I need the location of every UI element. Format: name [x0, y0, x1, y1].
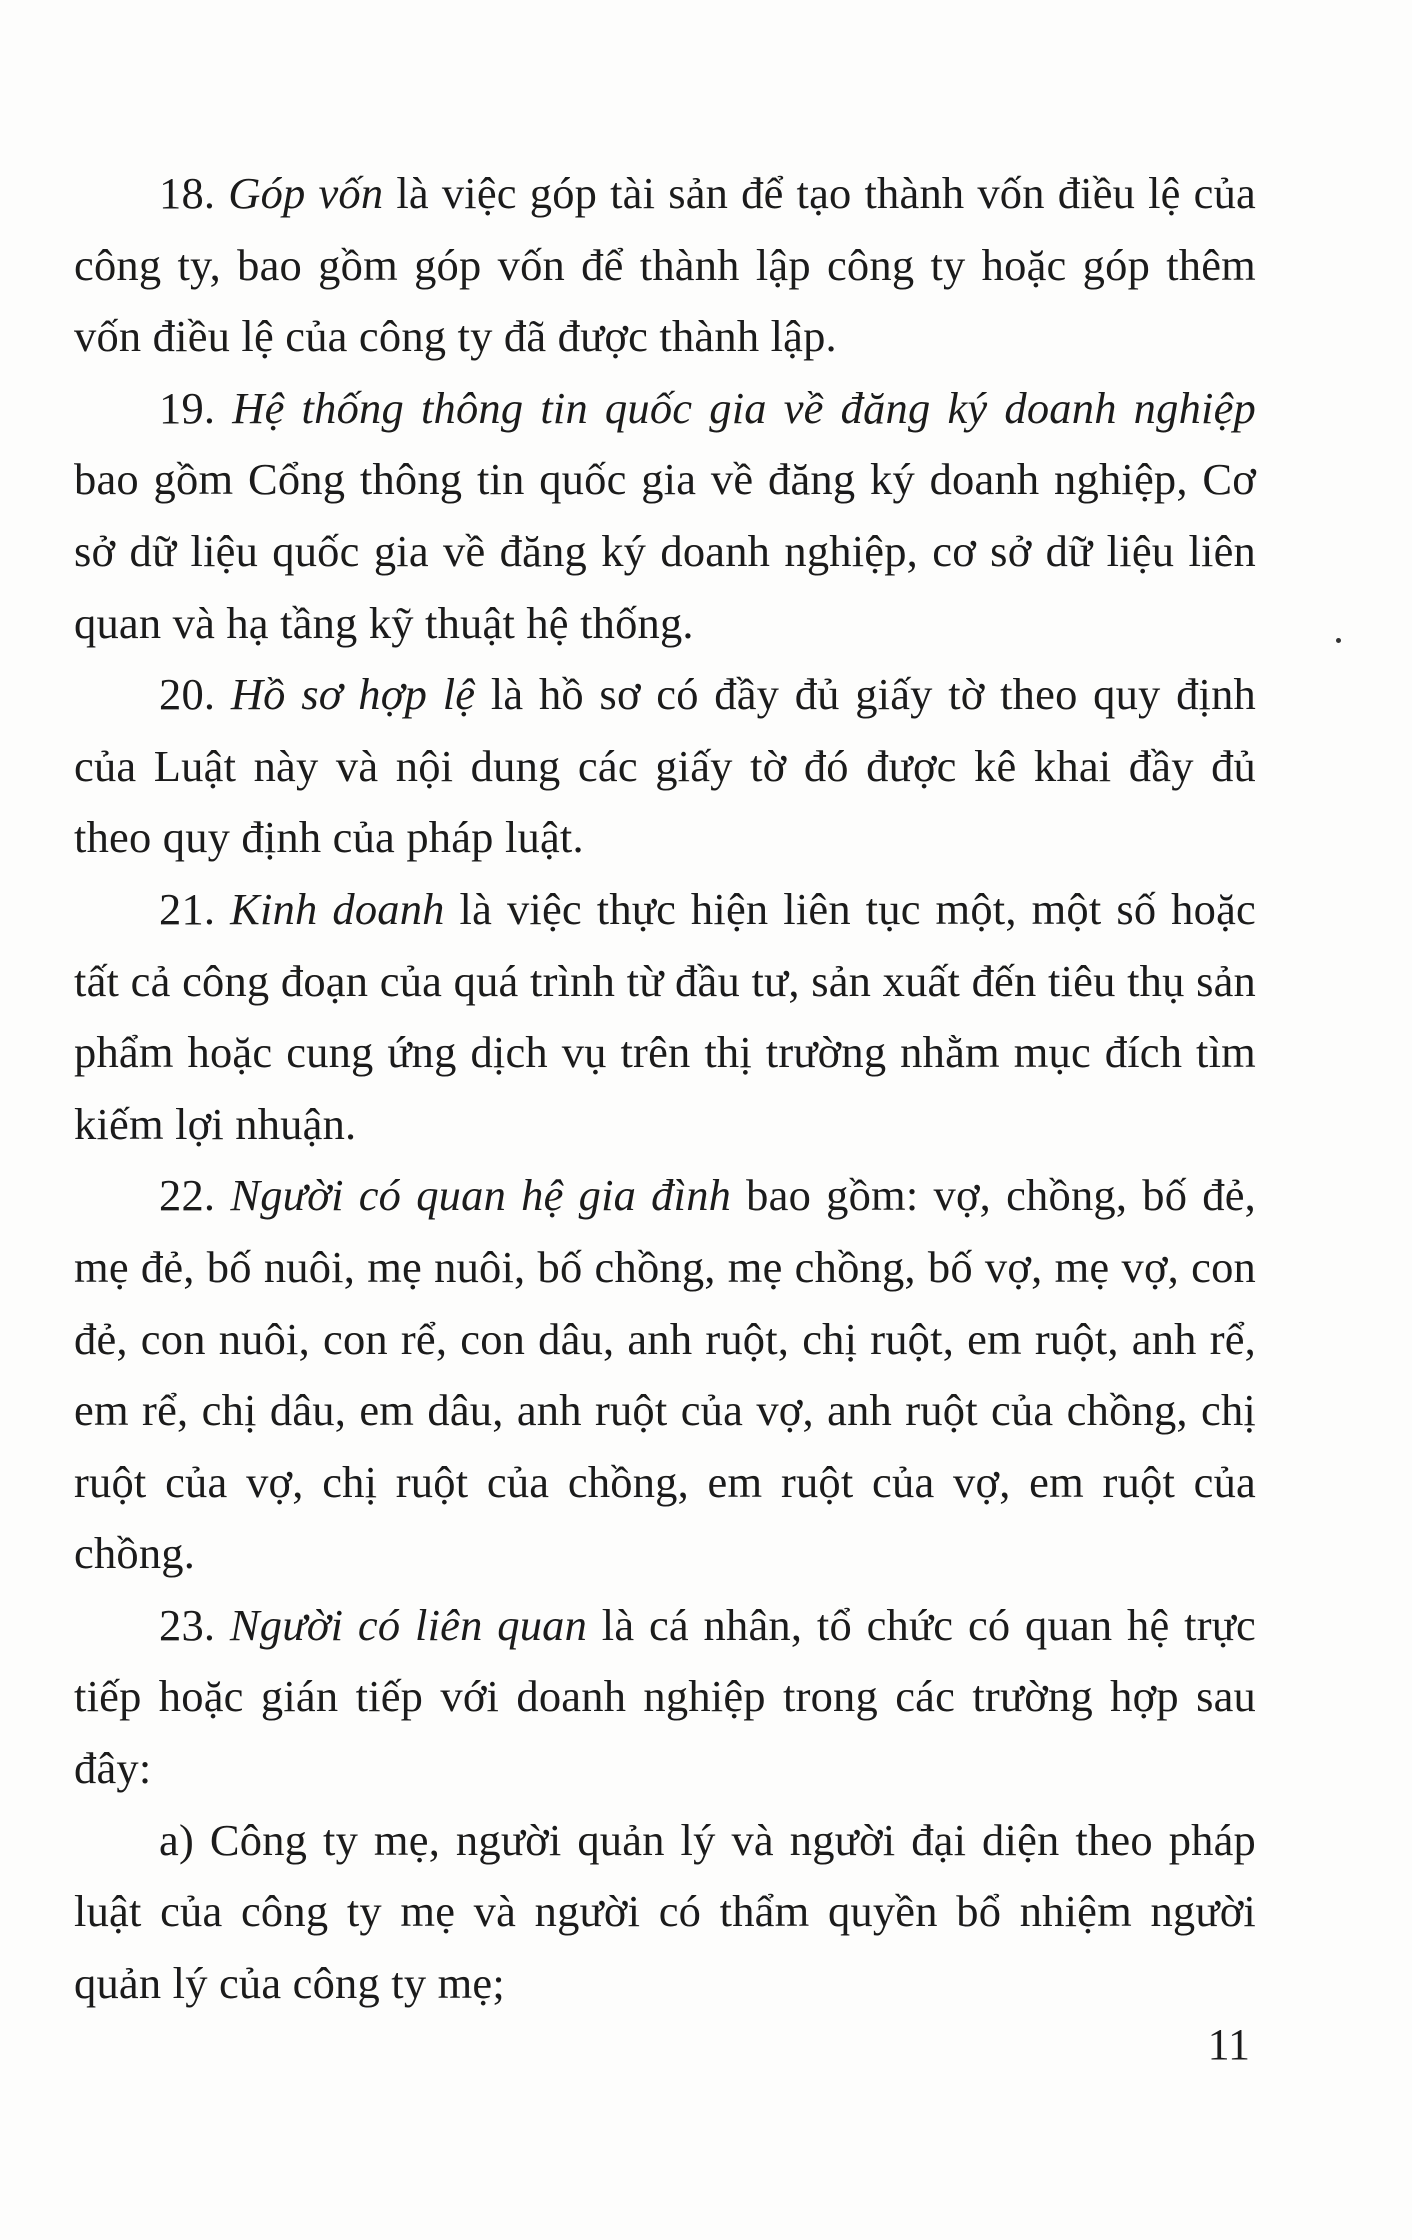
body-text [74, 158, 1256, 2019]
defined-term: Kinh doanh [230, 883, 445, 934]
clause-19 [74, 373, 1256, 659]
defined-term: Người có liên quan [229, 1599, 588, 1650]
clause-23-item-a [74, 1805, 1256, 2020]
clause-number: 18. [159, 168, 229, 218]
clause-text: bao gồm: vợ, chồng, bố đẻ, mẹ đẻ, bố nuôi, mẹ nuôi, bố chồng, mẹ chồng, bố vợ, mẹ vợ, con đẻ, con nuôi, con rể, con dâu, anh ruột, chị ruột, em ruột, anh rể, em rể, chị dâu, em dâu, anh ruột của vợ, anh ruột của chồng, chị ruột của vợ, chị ruột của chồng, em ruột của vợ, em ruột của chồng. [74, 1170, 1256, 1579]
clause-21 [74, 874, 1256, 1160]
clause-text: là hồ sơ có đầy đủ giấy tờ theo quy định của Luật này và nội dung các giấy tờ đó được kê khai đầy đủ theo quy định của pháp luật. [74, 669, 1256, 863]
clause-text: a) Công ty mẹ, người quản lý và người đại diện theo pháp luật của công ty mẹ và người có thẩm quyền bổ nhiệm người quản lý của công ty mẹ; [74, 1814, 1256, 2008]
clause-20 [74, 659, 1256, 874]
clause-text: là cá nhân, tổ chức có quan hệ trực tiếp hoặc gián tiếp với doanh nghiệp trong các trường hợp sau đây: [74, 1599, 1256, 1794]
defined-term: Góp vốn [228, 168, 384, 218]
clause-number: 22. [159, 1170, 231, 1221]
clause-22 [74, 1160, 1256, 1590]
clause-number: 23. [159, 1599, 230, 1650]
clause-number: 21. [159, 883, 231, 934]
clause-text: là việc thực hiện liên tục một, một số hoặc tất cả công đoạn của quá trình từ đầu tư, sản xuất đến tiêu thụ sản phẩm hoặc cung ứng dịch vụ trên thị trường nhằm mục đích tìm kiếm lợi nhuận. [74, 883, 1256, 1149]
print-speck [1336, 638, 1341, 643]
defined-term: Hệ thống thông tin quốc gia về đăng ký doanh nghiệp [232, 382, 1256, 433]
clause-18 [74, 158, 1256, 373]
clause-text: là việc góp tài sản để tạo thành vốn điều lệ của công ty, bao gồm góp vốn để thành lập công ty hoặc góp thêm vốn điều lệ của công ty đã được thành lập. [74, 168, 1256, 362]
clause-number: 20. [159, 669, 231, 720]
defined-term: Người có quan hệ gia đình [230, 1170, 732, 1221]
clause-23 [74, 1590, 1256, 1805]
defined-term: Hồ sơ hợp lệ [230, 669, 476, 720]
clause-number: 19. [159, 382, 233, 433]
page-number: 11 [1207, 2020, 1250, 2069]
clause-text: bao gồm Cổng thông tin quốc gia về đăng ký doanh nghiệp, Cơ sở dữ liệu quốc gia về đăng ký doanh nghiệp, cơ sở dữ liệu liên quan và hạ tầng kỹ thuật hệ thống. [74, 454, 1256, 648]
